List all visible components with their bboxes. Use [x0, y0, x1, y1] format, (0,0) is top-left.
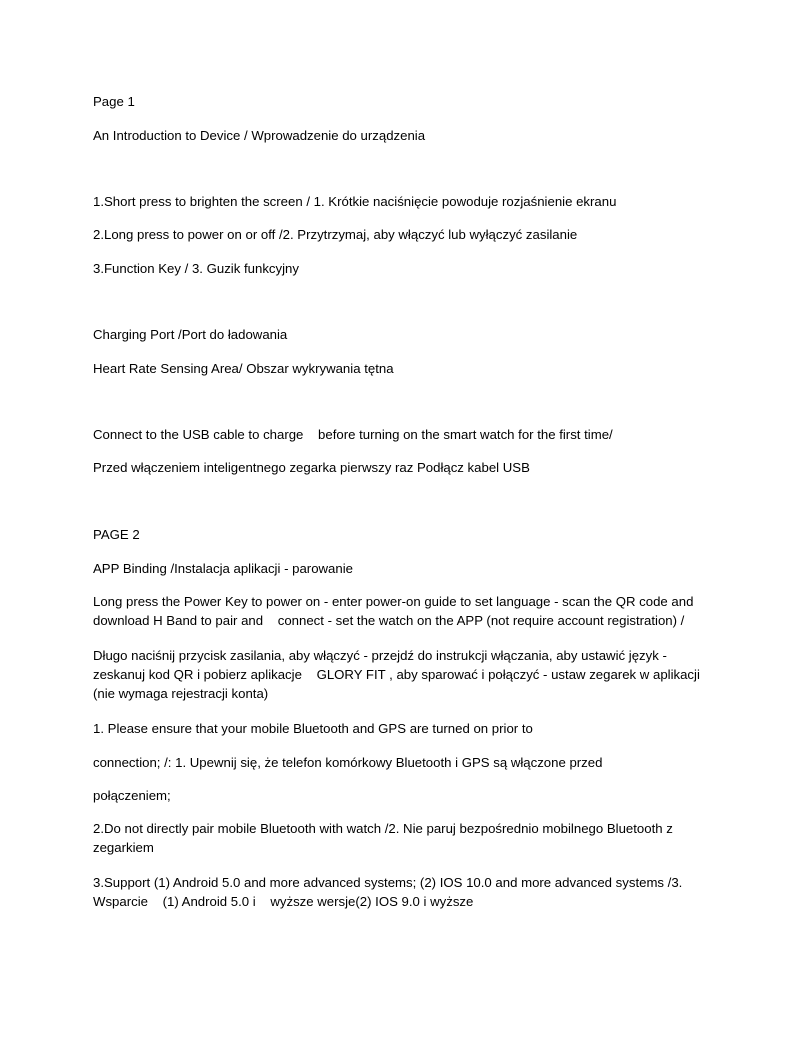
usb-charge-instruction-en: Connect to the USB cable to charge before turning on the smart watch for the first time/: [93, 427, 613, 442]
app-binding-instructions-pl: Długo naciśnij przycisk zasilania, aby włączyć - przejdź do instrukcji włączania, aby ustawić język - zeskanuj kod QR i pobierz aplikacje GLORY FIT , aby sparować i połączyć - ustaw zegarek w aplikacji (nie wymaga rejestracji konta): [93, 648, 704, 701]
app-binding-instructions-en: Long press the Power Key to power on - enter power-on guide to set language - scan the QR code and download H Band to pair and connect - set the watch on the APP (not require account registration) /: [93, 594, 698, 628]
heart-rate-area-label: Heart Rate Sensing Area/ Obszar wykrywania tętna: [93, 361, 394, 376]
page1-heading: Page 1: [93, 94, 135, 109]
note2-pairing-warning: 2.Do not directly pair mobile Bluetooth with watch /2. Nie paruj bezpośrednio mobilnego Bluetooth z zegarkiem: [93, 821, 673, 855]
note3-system-support: 3.Support (1) Android 5.0 and more advanced systems; (2) IOS 10.0 and more advanced systems /3. Wsparcie (1) Android 5.0 i wyższe wersje(2) IOS 9.0 i wyższe: [93, 875, 687, 909]
note1-line-b: connection; /: 1. Upewnij się, że telefon komórkowy Bluetooth i GPS są włączone przed: [93, 755, 603, 770]
device-intro-title: An Introduction to Device / Wprowadzenie do urządzenia: [93, 128, 426, 143]
charging-port-label: Charging Port /Port do ładowania: [93, 327, 288, 342]
app-binding-title: APP Binding /Instalacja aplikacji - parowanie: [93, 561, 353, 576]
key-item-short-press: 1.Short press to brighten the screen / 1. Krótkie naciśnięcie powoduje rozjaśnienie ekranu: [93, 194, 617, 209]
key-item-function: 3.Function Key / 3. Guzik funkcyjny: [93, 261, 299, 276]
note1-line-a: 1. Please ensure that your mobile Bluetooth and GPS are turned on prior to: [93, 721, 533, 736]
note1-line-c: połączeniem;: [93, 788, 171, 803]
page2-heading: PAGE 2: [93, 527, 140, 542]
usb-charge-instruction-pl: Przed włączeniem inteligentnego zegarka pierwszy raz Podłącz kabel USB: [93, 460, 530, 475]
key-item-long-press: 2.Long press to power on or off /2. Przytrzymaj, aby włączyć lub wyłączyć zasilanie: [93, 227, 578, 242]
